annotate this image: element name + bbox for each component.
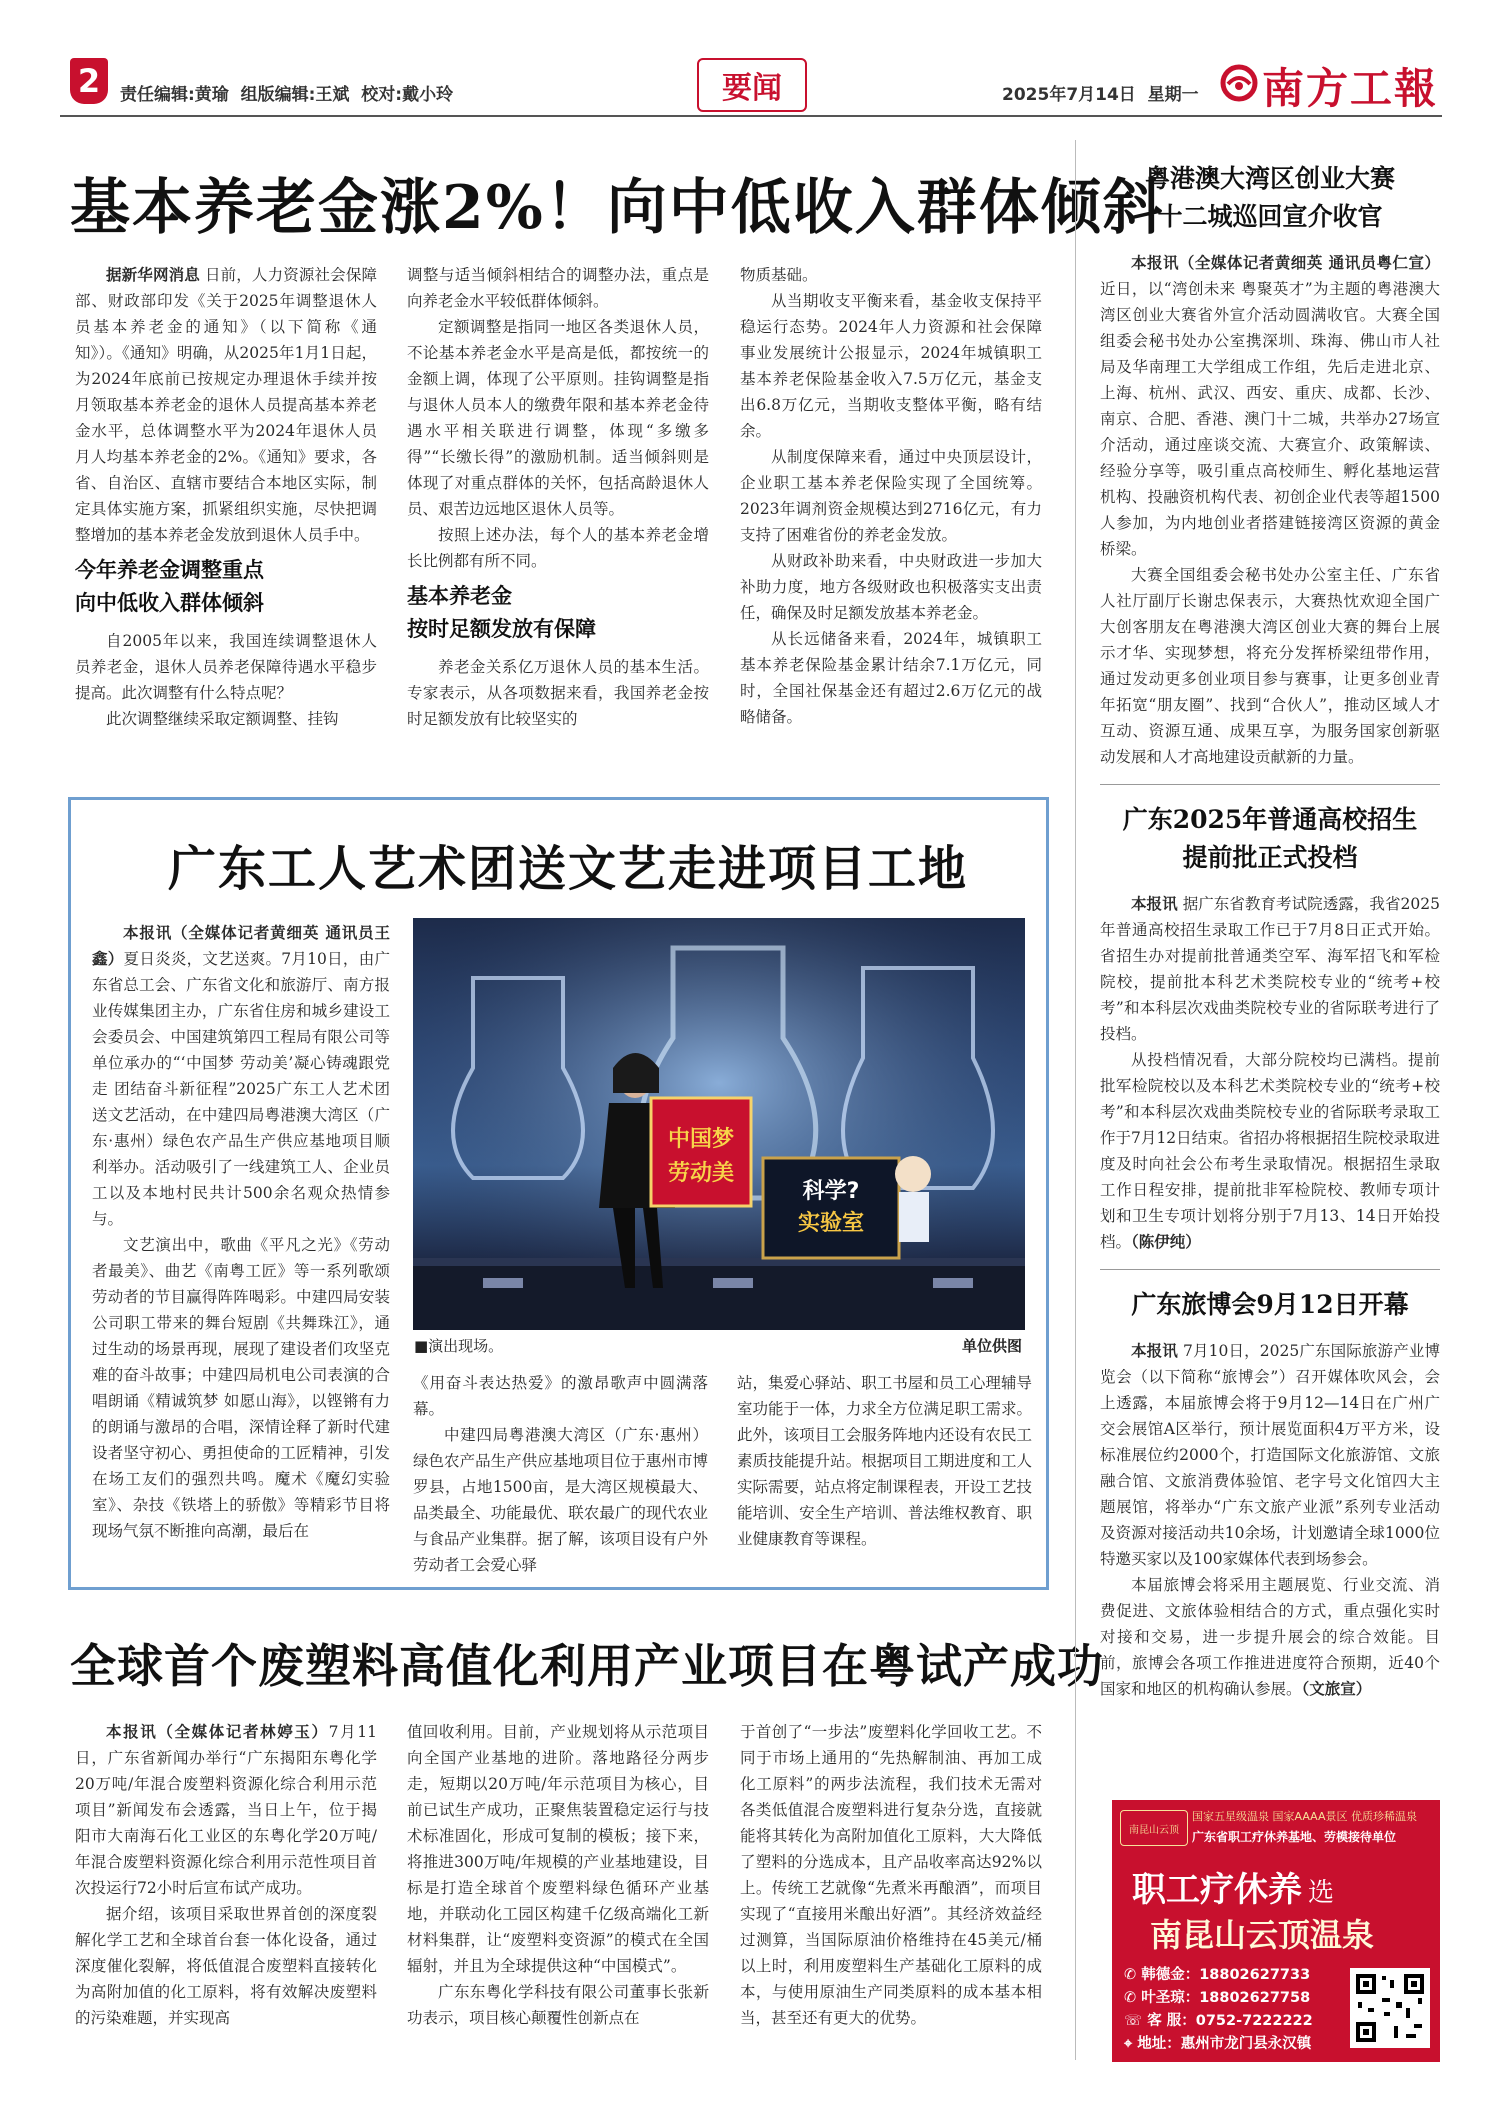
sidebar-rule-1 <box>1100 784 1440 785</box>
hot-spring-ad[interactable] <box>1112 1800 1440 2062</box>
article1-col3 <box>740 262 1042 730</box>
article1-subhead1: 今年养老金调整重点 向中低收入群体倾斜 <box>75 558 264 615</box>
article1-col1-p3: 此次调整继续采取定额调整、挂钩 <box>106 710 339 728</box>
qr-code-icon[interactable] <box>1350 1968 1430 2048</box>
sidebar-story3-byline: 本报讯 <box>1131 1341 1178 1360</box>
ad-headline1: 职工疗休养 <box>1132 1870 1302 1910</box>
article3-col2 <box>407 1719 709 2031</box>
page-number-badge <box>70 58 108 104</box>
ad-contact-3[interactable]: ☏ 客 服：0752-7222222 <box>1124 2013 1313 2029</box>
ad-contact-4: ⌖ 地址：惠州市龙门县永汉镇 <box>1124 2036 1312 2052</box>
article3-headline: 全球首个废塑料高值化利用产业项目在粤试产成功 <box>70 1639 1104 1693</box>
location-pin-icon: ⌖ <box>1124 2036 1138 2052</box>
article2-col2-p1: 《用奋斗表达热爱》的激昂歌声中圆满落幕。 <box>413 1374 708 1418</box>
article1-col2-p2: 定额调整是指同一地区各类退休人员，不论基本养老金水平是高是低，都按统一的金额上调，体现了公平原则。挂钩调整是指与退休人员本人的缴费年限和基本养老金待遇水平相关联进行调整，体现“多缴多得”“长缴长得”的激励机制。适当倾斜则是体现了对重点群体的关怀，包括高龄退休人员、艰苦边远地区退休人员等。 <box>407 318 709 518</box>
sidebar-story1-p1: 近日，以“湾创未来 粤聚英才”为主题的粤港澳大湾区创业大赛省外宣介活动圆满收官。大赛全国组委会秘书处办公室携深圳、珠海、佛山市人社局及华南理工大学组成工作组，先后走进北京、上海、杭州、武汉、西安、重庆、成都、长沙、南京、合肥、香港、澳门十二城，共举办27场宣介活动，通过座谈交流、大赛宣介、政策解读、经验分享等，吸引重点高校师生、孵化基地运营机构、投融资机构代表、初创企业代表等超1500人参加，为内地创业者搭建链接湾区资源的黄金桥梁。 <box>1100 280 1440 558</box>
article3-col1-p1: 7月11日，广东省新闻办举行“广东揭阳东粤化学20万吨/年混合废塑料资源化综合利用示范项目”新闻发布会透露，当日上午，位于揭阳市大南海石化工业区的东粤化学20万吨/年混合废塑料资源化综合利用示范性项目首次投运行72小时后宣布试产成功。 <box>75 1723 377 1897</box>
article3-byline: 本报讯（全媒体记者林婷玉） <box>106 1722 329 1741</box>
article1-col1-p2: 自2005年以来，我国连续调整退休人员养老金，退休人员养老保障待遇水平稳步提高。此次调整有什么特点呢？ <box>75 632 377 702</box>
stage-illustration <box>413 918 1025 1330</box>
article1-col2-p3: 按照上述办法，每个人的基本养老金增长比例都有所不同。 <box>407 526 709 570</box>
sidebar-story2-author: （陈伊纯） <box>1131 1232 1201 1251</box>
article2-headline: 广东工人艺术团送文艺走进项目工地 <box>168 841 969 897</box>
sidebar-story1-title: 粤港澳大湾区创业大赛 十二城巡回宣介收官 <box>1144 164 1395 231</box>
phone-icon: ✆ <box>1124 1990 1142 2006</box>
ad-contact-1[interactable]: ✆ 韩德金：18802627733 <box>1124 1967 1311 1983</box>
sidebar-story2-p2: 从投档情况看，大部分院校均已满档。提前批军检院校以及本科艺术类院校专业的“统考+校考”和本科层次戏曲类院校专业的省际联考录取工作于7月12日结束。省招办将根据招生院校录取进度及时向社会公布考生录取情况。根据招生录取工作日程安排，提前批非军检院校、教师专项计划和卫生专项计划将分别于7月13、14日开始投档。 <box>1100 1051 1440 1251</box>
flag-text-2: 劳动美 <box>667 1161 735 1186</box>
sidebar-story3-author: （文旅宣） <box>1301 1679 1372 1698</box>
article2-col1 <box>92 920 390 1544</box>
sidebar-story3-p2: 本届旅博会将采用主题展览、行业交流、消费促进、文旅体验相结合的方式，重点强化实时对接和交易，进一步提升展会的综合效能。目前，旅博会各项工作推进进度符合预期，近40个国家和地区的机构确认参展。 <box>1100 1576 1440 1698</box>
article1-col1 <box>75 262 377 732</box>
article3-col1-p2: 据介绍，该项目采取世界首创的深度裂解化学工艺和全球首台套一体化设备，通过深度催化裂解，将低值混合废塑料直接转化为高附加值的化工原料，将有效解决废塑料的污染难题，并实现高 <box>75 1905 377 2027</box>
ad-headline1-row <box>1132 1862 1334 1911</box>
article1-col3-p5: 从长远储备来看，2024年，城镇职工基本养老保险基金累计结余7.1万亿元，同时，全国社保基金还有超过2.6万亿元的战略储备。 <box>740 630 1042 726</box>
issue-date: 2025年7月14日 星期一 <box>1002 85 1199 105</box>
article3-col3-p1: 于首创了“一步法”废塑料化学回收工艺。不同于市场上通用的“先热解制油、再加工成化工原料”的两步法流程，我们技术无需对各类低值混合废塑料进行复杂分选，直接就能将其转化为高附加值化工原料，大大降低了塑料的分选成本，且产品收率高达92%以上。传统工艺就像“先煮米再酿酒”，而项目实现了“直接用米酿出好酒”。其经济效益经过测算，当国际原油价格维持在45美元/桶以上时，利用废塑料生产基础化工原料的成本，与使用原油生产同类原料的成本基本相当，甚至还有更大的优势。 <box>740 1723 1042 2027</box>
ad-tagline2: 广东省职工疗休养基地、劳模接待单位 <box>1192 1830 1397 1844</box>
sidebar-rule-2 <box>1100 1269 1440 1270</box>
article1-col2-p1: 调整与适当倾斜相结合的调整办法，重点是向养老金水平较低群体倾斜。 <box>407 266 709 310</box>
article1-col1-p1: 日前，人力资源社会保障部、财政部印发《关于2025年调整退休人员基本养老金的通知》（以下简称《通知》）。《通知》明确，从2025年1月1日起，为2024年底前已按规定办理退休手续并按月领取基本养老金的退休人员提高基本养老金水平，总体调整水平为2024年退休人员月人均基本养老金的2%。《通知》要求，各省、自治区、直辖市要结合本地区实际，制定具体实施方案，抓紧组织实施，尽快把调整增加的基本养老金发放到退休人员手中。 <box>75 266 377 544</box>
ad-tagline1: 国家五星级温泉 国家AAAA景区 优质珍稀温泉 <box>1192 1810 1418 1823</box>
sidebar-story1-body <box>1100 250 1440 770</box>
article2-col1-p1: 夏日炎炎，文艺送爽。7月10日，由广东省总工会、广东省文化和旅游厅、南方报业传媒集团主办，广东省住房和城乡建设工会委员会、中国建筑第四工程局有限公司等单位承办的“‘中国梦 劳动美’凝心铸魂跟党走 团结奋斗新征程”2025广东工人艺术团送文艺活动，在中建四局粤港澳大湾区（广东·惠州）绿色农产品生产供应基地项目顺利举办。活动吸引了一线建筑工人、企业员工以及本地村民共计500余名观众热情参与。 <box>92 950 390 1228</box>
phone-icon: ✆ <box>1124 1967 1142 1983</box>
sidebar-story3-p1: 7月10日，2025广东国际旅游产业博览会（以下简称“旅博会”）召开媒体吹风会，会上透露，本届旅博会将于9月12—14日在广州广交会展馆A区举行，预计展览面积4万平方米，设标准展位约2000个，打造国际文化旅游馆、文旅融合馆、文旅消费体验馆、老字号文化馆四大主题展馆，将举办“广东文旅产业派”系列专业活动及资源对接活动共10余场，计划邀请全球1000位特邀买家以及100家媒体代表到场参会。 <box>1100 1342 1440 1568</box>
page-number: 2 <box>77 62 101 100</box>
article2-col2-p2: 中建四局粤港澳大湾区（广东·惠州）绿色农产品生产供应基地项目位于惠州市博罗县，占地1500亩，是大湾区规模最大、品类最全、功能最优、联农最广的现代农业与食品产业集群。据了解，该项目设有户外劳动者工会爱心驿 <box>413 1426 708 1574</box>
photo-credit: 单位供图 <box>962 1337 1023 1355</box>
header-rule <box>60 115 1442 117</box>
article2-byline: 本报讯（全媒体记者黄细英 通讯员王鑫） <box>92 923 390 968</box>
ad-headline1-small: 选 <box>1308 1878 1335 1908</box>
article2-col1-p2: 文艺演出中，歌曲《平凡之光》《劳动者最美》、曲艺《南粤工匠》等一系列歌颂劳动者的节目赢得阵阵喝彩。中建四局安装公司职工带来的舞台短剧《共舞珠江》，通过生动的场景再现，展现了建设者们攻坚克难的奋斗故事；中建四局机电公司表演的合唱朗诵《精诚筑梦 如愿山海》，以铿锵有力的朗诵与激昂的合唱，深情诠释了新时代建设者坚守初心、勇担使命的工匠精神，引发在场工友们的强烈共鸣。魔术《魔幻实验室》、杂技《铁塔上的骄傲》等精彩节目将现场气氛不断推向高潮，最后在 <box>92 1236 390 1540</box>
article1-headline: 基本养老金涨2%！向中低收入群体倾斜 <box>70 173 1165 243</box>
sidebar <box>1100 160 1440 1702</box>
masthead-logo-icon <box>1220 64 1258 102</box>
sidebar-divider <box>1075 140 1076 2060</box>
article2-col3 <box>737 1370 1032 1552</box>
ad-logo-icon <box>1120 1810 1188 1846</box>
article1-col3-p3: 从制度保障来看，通过中央顶层设计，企业职工基本养老保险实现了全国统筹。2023年调剂资金规模达到2716亿元，有力支持了困难省份的养老金发放。 <box>740 448 1042 544</box>
section-label: 要闻 <box>722 71 782 106</box>
sidebar-story1-byline: 本报讯（全媒体记者黄细英 通讯员粤仁宣） <box>1131 253 1440 272</box>
ad-contact-2[interactable]: ✆ 叶圣琼：18802627758 <box>1124 1990 1311 2006</box>
article3-col2-p2: 广东东粤化学科技有限公司董事长张新功表示，项目核心颠覆性创新点在 <box>407 1983 709 2027</box>
board-text: 科学? <box>802 1179 860 1204</box>
masthead: 南方工報 <box>1262 64 1439 113</box>
ad-logo-text: 南昆山云顶 <box>1129 1824 1179 1836</box>
sidebar-story3-title: 广东旅博会9月12日开幕 <box>1131 1290 1409 1319</box>
article3-col1 <box>75 1719 377 2031</box>
sidebar-story3-body <box>1100 1338 1440 1702</box>
section-box <box>697 58 807 112</box>
sidebar-story2-byline: 本报讯 <box>1131 894 1178 913</box>
photo-caption: ■演出现场。 <box>414 1337 504 1355</box>
ad-contacts <box>1124 1964 1313 2056</box>
editors-line: 责任编辑:黄瑜 组版编辑:王斌 校对:戴小玲 <box>120 85 454 105</box>
article1-col3-p2: 从当期收支平衡来看，基金收支保持平稳运行态势。2024年人力资源和社会保障事业发展统计公报显示，2024年城镇职工基本养老保险基金收入7.5万亿元，基金支出6.8万亿元，当期收支整体平衡，略有结余。 <box>740 292 1042 440</box>
sidebar-story1-p2: 大赛全国组委会秘书处办公室主任、广东省人社厅副厅长谢忠保表示，大赛热忱欢迎全国广大创客朋友在粤港澳大湾区创业大赛的舞台上展示才华、实现梦想，将充分发挥桥梁纽带作用，通过发动更多创业项目参与赛事，让更多创业青年拓宽“朋友圈”、找到“合伙人”，推动区域人才互动、资源互通、成果互享，为服务国家创新驱动发展和人才高地建设贡献新的力量。 <box>1100 566 1440 766</box>
service-icon: ☏ <box>1124 2013 1148 2029</box>
article3-col2-p1: 值回收利用。目前，产业规划将从示范项目向全国产业基地的进阶。落地路径分两步走，短期以20万吨/年示范项目为核心，目前已试生产成功，正聚焦装置稳定运行与技术标准固化，形成可复制的模板；接下来，将推进300万吨/年规模的产业基地建设，目标是打造全球首个废塑料绿色循环产业基地，并联动化工园区构建千亿级高端化工新材料集群，让“废塑料变资源”的模式在全国辐射，并且为全球提供这种“中国模式”。 <box>407 1723 709 1975</box>
article1-col2-p4: 养老金关系亿万退休人员的基本生活。专家表示，从各项数据来看，我国养老金按时足额发放有比较坚实的 <box>407 658 709 728</box>
article1-col2 <box>407 262 709 732</box>
board-text-2: 实验室 <box>797 1211 865 1236</box>
article1-col3-p4: 从财政补助来看，中央财政进一步加大补助力度，地方各级财政也积极落实支出责任，确保及时足额发放基本养老金。 <box>740 552 1042 622</box>
stage-photo <box>413 918 1025 1330</box>
ad-headline2: 南昆山云顶温泉 <box>1150 1916 1375 1954</box>
article3-col3 <box>740 1719 1042 2031</box>
flag-text: 中国梦 <box>667 1127 735 1152</box>
article2-col2 <box>413 1370 708 1578</box>
sidebar-story2-p1: 据广东省教育考试院透露，我省2025年普通高校招生录取工作已于7月8日正式开始。省招生办对提前批普通类空军、海军招飞和军检院校，提前批本科艺术类院校专业的“统考+校考”和本科层次戏曲类院校专业的省际联考进行了投档。 <box>1100 895 1440 1043</box>
article2-col3-p1: 站，集爱心驿站、职工书屋和员工心理辅导室功能于一体，力求全方位满足职工需求。此外，该项目工会服务阵地内还设有农民工素质技能提升站。根据项目工期进度和工人实际需要，站点将定制课程表，开设工艺技能培训、安全生产培训、普法维权教育、职业健康教育等课程。 <box>737 1374 1032 1548</box>
article1-source: 据新华网消息 <box>106 265 200 284</box>
article1-col3-p1: 物质基础。 <box>740 266 818 284</box>
sidebar-story2-body <box>1100 891 1440 1255</box>
sidebar-story2-title: 广东2025年普通高校招生 提前批正式投档 <box>1122 805 1418 872</box>
article1-subhead2: 基本养老金 按时足额发放有保障 <box>407 584 596 641</box>
